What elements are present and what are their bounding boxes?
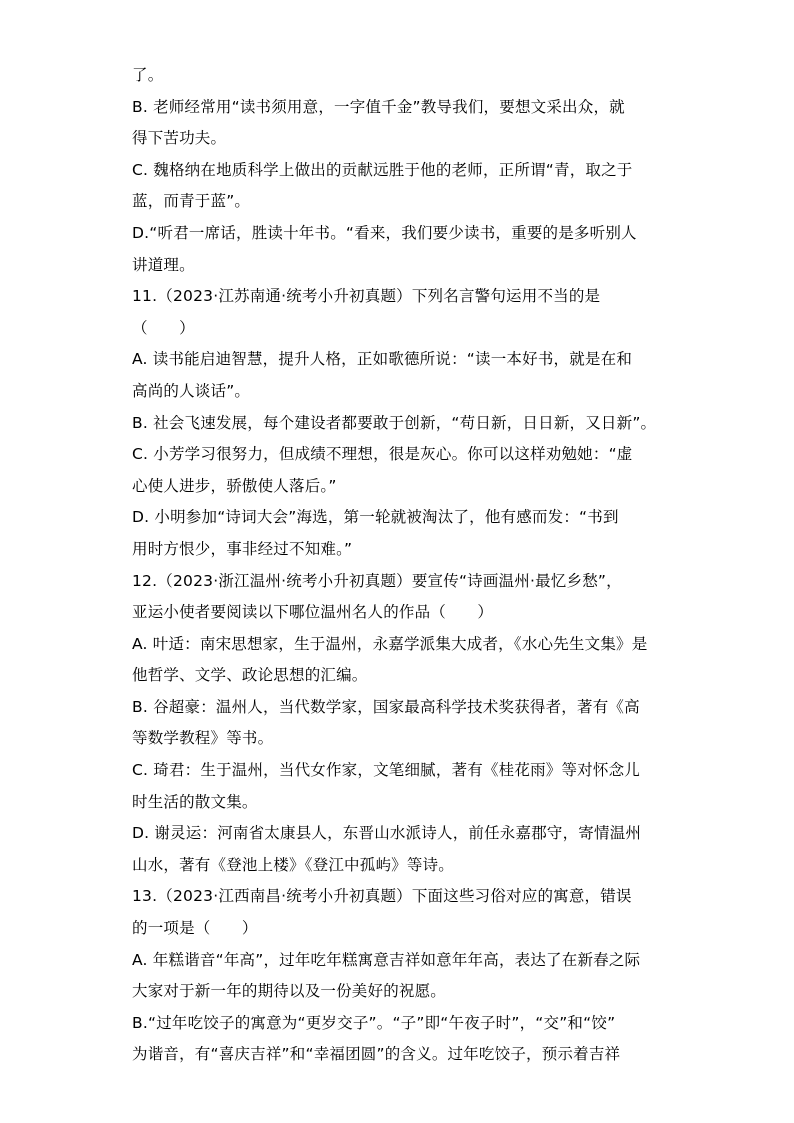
text-line: 的一项是（ ）	[132, 919, 258, 938]
text-line: 时生活的散文集。	[132, 792, 258, 811]
text-line: 为谐音，有“喜庆吉祥”和“幸福团圆”的含义。过年吃饺子，预示着吉祥	[132, 1045, 621, 1064]
text-line: 山水，著有《登池上楼》《登江中孤屿》等诗。	[132, 855, 454, 874]
text-line: 用时方恨少，事非经过不知难。”	[132, 539, 353, 558]
option-c-line: C. 小芳学习很努力，但成绩不理想，很是灰心。你可以这样劝勉她：“虚	[132, 445, 633, 464]
option-b-line: B. 谷超豪：温州人，当代数学家，国家最高科学技术奖获得者，著有《高	[132, 697, 640, 716]
text-line: 得下苦功夫。	[132, 129, 227, 148]
text-line: 高尚的人谈话”。	[132, 381, 251, 400]
question-13-stem: 13.（2023·江西南昌·统考小升初真题）下面这些习俗对应的寓意，错误	[132, 887, 632, 906]
option-c-line: C. 琦君：生于温州，当代女作家，文笔细腻，著有《桂花雨》等对怀念儿	[132, 761, 640, 780]
option-a-line: A. 年糕谐音“年高”，过年吃年糕寓意吉祥如意年年高，表达了在新春之际	[132, 950, 641, 969]
document-body	[132, 60, 672, 1071]
option-a-line: A. 读书能启迪智慧，提升人格，正如歌德所说：“读一本好书，就是在和	[132, 350, 633, 369]
option-b-line: B.“过年吃饺子的寓意为“更岁交子”。“子”即“午夜子时”，“交”和“饺”	[132, 1013, 616, 1032]
option-b-line: B. 社会飞速发展，每个建设者都要敢于创新，“苟日新，日日新，又日新”。	[132, 413, 657, 432]
question-12-stem: 12.（2023·浙江温州·统考小升初真题）要宣传“诗画温州·最忆乡愁”，	[132, 571, 622, 590]
option-d-line: D. 谢灵运：河南省太康县人，东晋山水派诗人，前任永嘉郡守，寄情温州	[132, 824, 642, 843]
text-line: 讲道理。	[132, 255, 195, 274]
text-line: 心使人进步，骄傲使人落后。”	[132, 476, 337, 495]
text-line: 他哲学、文学、政论思想的汇编。	[132, 666, 368, 685]
option-b-line: B. 老师经常用“读书须用意，一字值千金”教导我们，要想文采出众，就	[132, 97, 625, 116]
text-line: 大家对于新一年的期待以及一份美好的祝愿。	[132, 982, 447, 1001]
question-11-stem: 11.（2023·江苏南通·统考小升初真题）下列名言警句运用不当的是	[132, 287, 601, 306]
option-a-line: A. 叶适：南宋思想家，生于温州，永嘉学派集大成者，《水心先生文集》是	[132, 634, 648, 653]
option-c-line: C. 魏格纳在地质科学上做出的贡献远胜于他的老师，正所谓“青，取之于	[132, 160, 633, 179]
option-d-line: D.“听君一席话，胜读十年书。“看来，我们要少读书，重要的是多听别人	[132, 223, 637, 242]
text-line: 了。	[132, 66, 164, 84]
text-line: 亚运小使者要阅读以下哪位温州名人的作品（ ）	[132, 603, 494, 622]
option-d-line: D. 小明参加“诗词大会”海选，第一轮就被淘汰了，他有感而发：“书到	[132, 508, 619, 527]
text-line: 等数学教程》等书。	[132, 729, 274, 748]
answer-blank: （ ）	[132, 318, 195, 337]
text-line: 蓝，而青于蓝”。	[132, 192, 251, 211]
